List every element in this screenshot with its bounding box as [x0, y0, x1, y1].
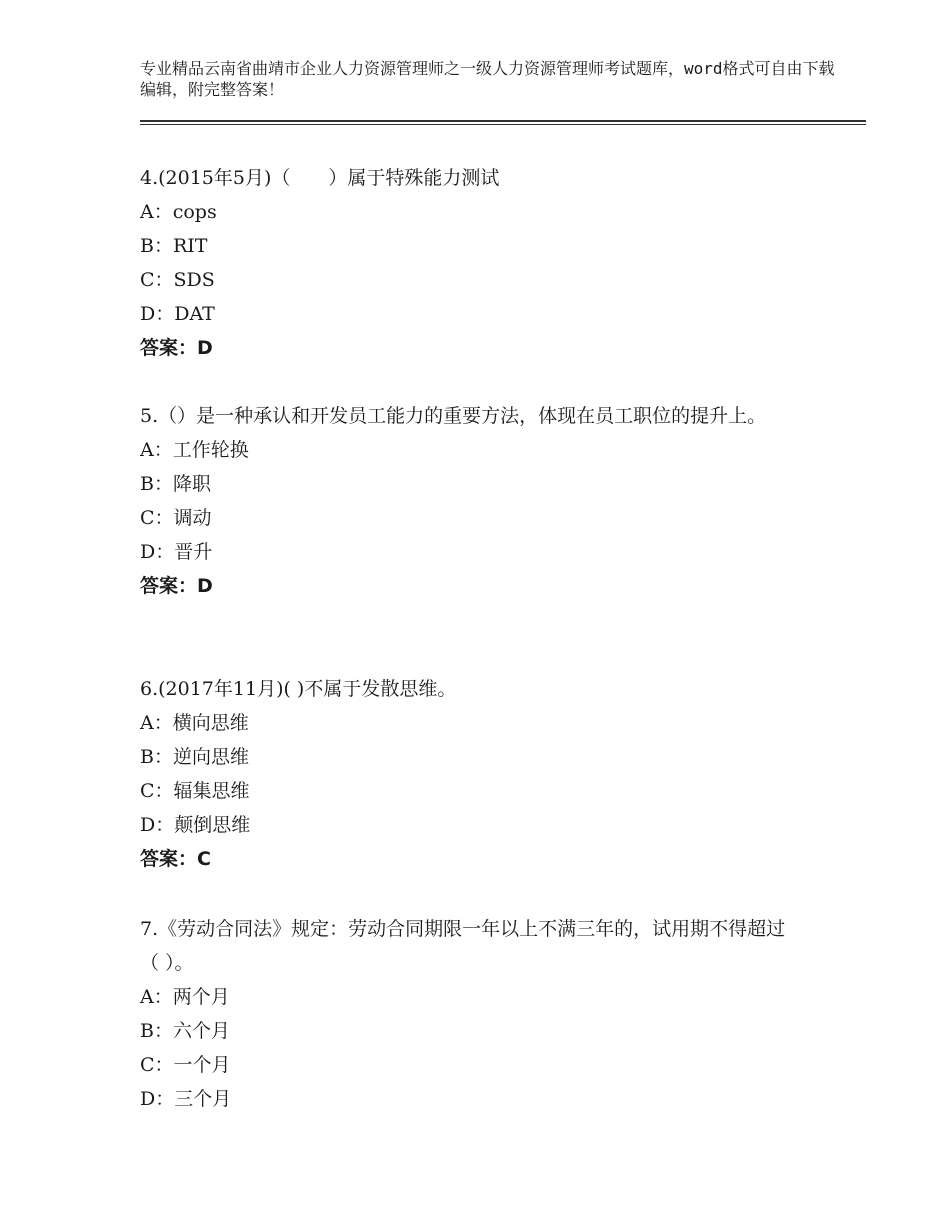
question-stem: 6.(2017年11月)( )不属于发散思维。 — [140, 678, 457, 700]
divider-thin-line — [140, 124, 866, 125]
option-a: A：两个月 — [140, 986, 230, 1008]
option-a: A：横向思维 — [140, 712, 249, 734]
option-b: B：逆向思维 — [140, 746, 249, 768]
question-stem: 4.(2015年5月)（ ）属于特殊能力测试 — [140, 167, 500, 189]
option-c: C：一个月 — [140, 1054, 231, 1076]
question-7 — [140, 912, 800, 1116]
option-d: D：三个月 — [140, 1088, 232, 1110]
question-6 — [140, 672, 800, 876]
option-b: B：RIT — [140, 235, 208, 257]
header-divider — [140, 120, 866, 126]
answer-label: 答案：D — [140, 337, 213, 359]
option-d: D：晋升 — [140, 541, 213, 563]
option-d: D：颠倒思维 — [140, 814, 251, 836]
option-d: D：DAT — [140, 303, 215, 325]
question-stem: 5.（）是一种承认和开发员工能力的重要方法，体现在员工职位的提升上。 — [140, 405, 767, 427]
document-header: 专业精品云南省曲靖市企业人力资源管理师之一级人力资源管理师考试题库，word格式可自由下载编辑，附完整答案！ — [140, 59, 835, 99]
option-c: C：调动 — [140, 507, 212, 529]
option-a: A：cops — [140, 201, 217, 223]
option-b: B：六个月 — [140, 1020, 230, 1042]
option-c: C：SDS — [140, 269, 215, 291]
question-stem: 7.《劳动合同法》规定：劳动合同期限一年以上不满三年的，试用期不得超过（ ）。 — [140, 918, 786, 974]
divider-thick-line — [140, 120, 866, 122]
option-b: B：降职 — [140, 473, 211, 495]
question-5 — [140, 399, 800, 603]
option-a: A：工作轮换 — [140, 439, 249, 461]
question-4 — [140, 161, 800, 365]
option-c: C：辐集思维 — [140, 780, 250, 802]
answer-label: 答案：C — [140, 848, 211, 870]
answer-label: 答案：D — [140, 575, 213, 597]
